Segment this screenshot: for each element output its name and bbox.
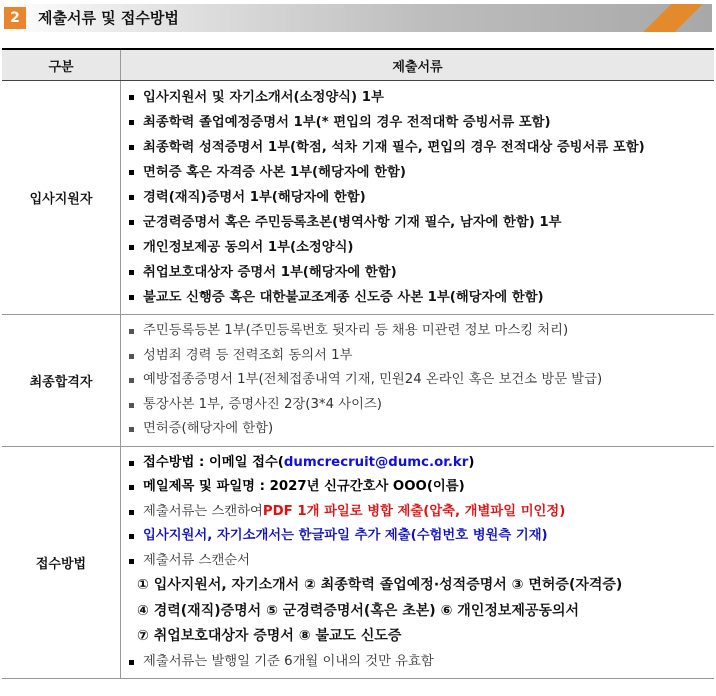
square-bullet-icon xyxy=(129,295,134,300)
section-title: 제출서류 및 접수방법 xyxy=(38,9,179,27)
square-bullet-icon xyxy=(129,270,134,275)
category-submission: 접수방법 xyxy=(2,446,121,679)
header-documents: 제출서류 xyxy=(121,49,715,81)
list-item: 군경력증명서 혹은 주민등록초본(병역사항 기재 필수, 남자에 한함) 1부 xyxy=(129,210,714,235)
finalist-documents xyxy=(121,315,715,447)
list-item: 주민등록등본 1부(주민등록번호 뒷자리 등 채용 미관련 정보 마스킹 처리) xyxy=(129,319,714,344)
list-item: 입사지원서 및 자기소개서(소정양식) 1부 xyxy=(129,85,714,110)
square-bullet-icon xyxy=(129,427,134,432)
table-row-finalists xyxy=(2,315,714,447)
list-item: 성범죄 경력 등 전력조회 동의서 1부 xyxy=(129,344,714,369)
list-item: 개인정보제공 동의서 1부(소정양식) xyxy=(129,235,714,260)
list-item: 불교도 신행증 혹은 대한불교조계종 신도증 사본 1부(해당자에 한함) xyxy=(129,285,714,310)
list-item: 최종학력 성적증명서 1부(학점, 석차 기재 필수, 편입의 경우 전적대상 증빙서류 포함) xyxy=(129,135,714,160)
square-bullet-icon xyxy=(129,95,134,100)
mail-subject: 메일제목 및 파일명 : 2027년 신규간호사 OOO(이름) xyxy=(129,475,714,500)
table-header-row xyxy=(2,49,714,81)
section-number: 2 xyxy=(4,7,26,29)
table-row-applicants xyxy=(2,81,714,315)
validity-note: 제출서류는 발행일 기준 6개월 이내의 것만 유효함 xyxy=(129,650,714,675)
square-bullet-icon xyxy=(129,378,134,383)
square-bullet-icon xyxy=(129,534,134,539)
submission-method: 접수방법 : 이메일 접수( dumcrecruit@dumc.or.kr ) xyxy=(129,451,714,476)
square-bullet-icon xyxy=(129,120,134,125)
category-finalists: 최종합격자 xyxy=(2,315,121,447)
list-item: 최종학력 졸업예정증명서 1부(* 편입의 경우 전적대학 증빙서류 포함) xyxy=(129,110,714,135)
list-item: 취업보호대상자 증명서 1부(해당자에 한함) xyxy=(129,260,714,285)
pdf-merge-note: PDF 1개 파일로 병합 제출(압축, 개별파일 미인정) xyxy=(262,503,566,519)
table-row-submission xyxy=(2,446,714,679)
list-item: 예방접종증명서 1부(전체접종내역 기재, 민원24 온라인 혹은 보건소 방문 발급) xyxy=(129,368,714,393)
category-applicants: 입사지원자 xyxy=(2,81,121,315)
list-item: 경력(재직)증명서 1부(해당자에 한함) xyxy=(129,185,714,210)
documents-table xyxy=(2,48,714,679)
square-bullet-icon xyxy=(129,403,134,408)
scan-order-line: ① 입사지원서, 자기소개서 ② 최종학력 졸업예정·성적증명서 ③ 면허증(자격증) xyxy=(137,577,623,593)
square-bullet-icon xyxy=(129,485,134,490)
list-item: 통장사본 1부, 증명사진 2장(3*4 사이즈) xyxy=(129,393,714,418)
square-bullet-icon xyxy=(129,559,134,564)
square-bullet-icon xyxy=(129,145,134,150)
square-bullet-icon xyxy=(129,354,134,359)
section-header xyxy=(0,4,716,34)
list-item: 면허증 혹은 자격증 사본 1부(해당자에 한함) xyxy=(129,160,714,185)
square-bullet-icon xyxy=(129,660,134,665)
scan-order-line: ⑦ 취업보호대상자 증명서 ⑧ 불교도 신도증 xyxy=(137,628,402,644)
hangul-file-note: 입사지원서, 자기소개서는 한글파일 추가 제출(수험번호 병원측 기재) xyxy=(129,524,714,549)
submission-details xyxy=(121,446,715,679)
square-bullet-icon xyxy=(129,510,134,515)
square-bullet-icon xyxy=(129,220,134,225)
header-stripe-decoration xyxy=(642,4,712,32)
list-item: 면허증(해당자에 한함) xyxy=(129,417,714,442)
square-bullet-icon xyxy=(129,461,134,466)
square-bullet-icon xyxy=(129,195,134,200)
header-category: 구분 xyxy=(2,49,121,81)
square-bullet-icon xyxy=(129,245,134,250)
email-address: dumcrecruit@dumc.or.kr xyxy=(283,454,469,470)
scan-order-label: 제출서류 스캔순서 xyxy=(129,549,714,574)
scan-instruction: 제출서류는 스캔하여 PDF 1개 파일로 병합 제출(압축, 개별파일 미인정) xyxy=(129,500,714,525)
square-bullet-icon xyxy=(129,170,134,175)
applicant-documents xyxy=(121,81,715,315)
square-bullet-icon xyxy=(129,329,134,334)
scan-order-line: ④ 경력(재직)증명서 ⑤ 군경력증명서(혹은 초본) ⑥ 개인정보제공동의서 xyxy=(137,602,580,619)
